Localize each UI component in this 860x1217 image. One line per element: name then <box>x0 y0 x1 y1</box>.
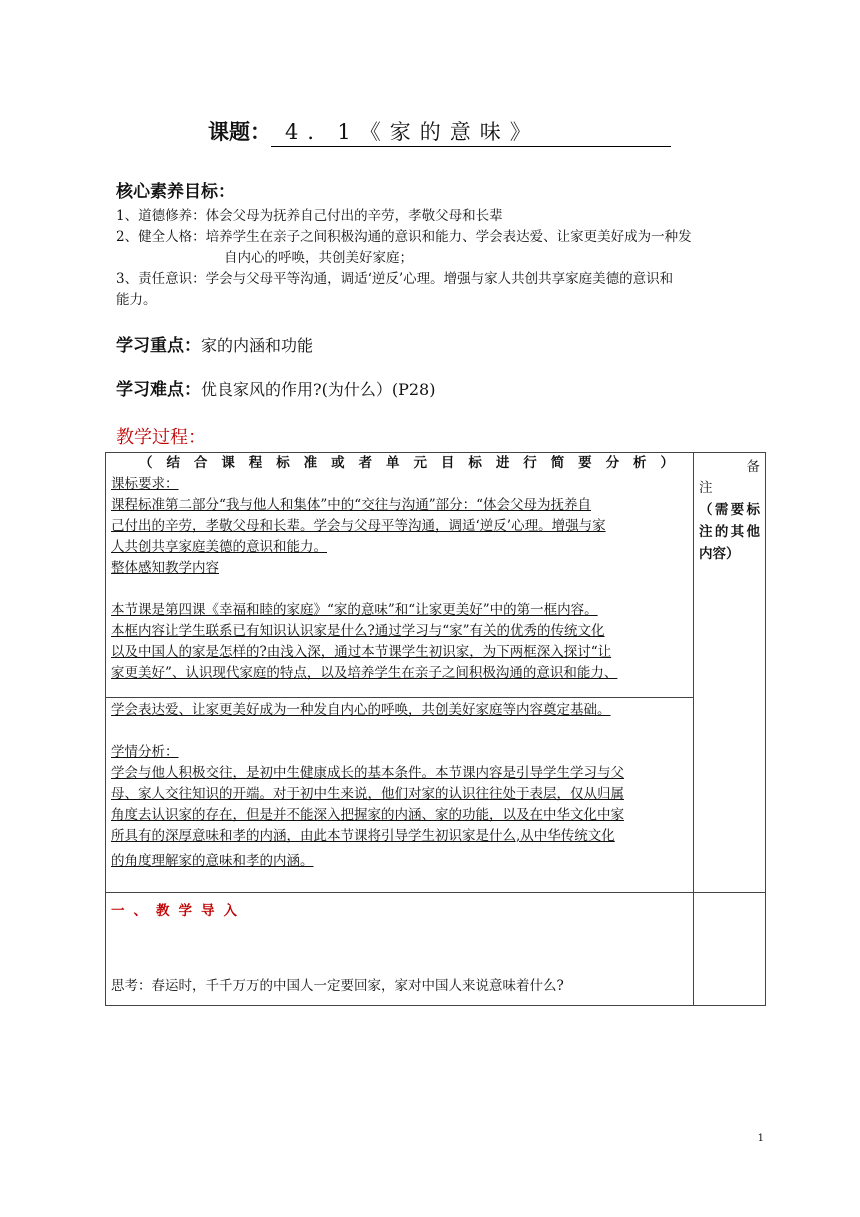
core-goal-item: 能力。 <box>116 292 157 308</box>
side-note-line1: 备 <box>746 459 760 475</box>
analysis-cell <box>106 453 694 698</box>
learner-line: 所具有的深厚意味和孝的内涵，由此本节课将引导学生初识家是什么,从中华传统文化 <box>111 828 615 844</box>
core-goal-item: 3、责任意识：学会与父母平等沟通，调适‘逆反’心理。增强与家人共创共享家庭美德的意识和 <box>116 271 674 287</box>
learning-focus <box>116 331 313 356</box>
side-note-cell <box>694 453 766 893</box>
intro-question: 思考：春运时，千千万万的中国人一定要回家，家对中国人来说意味着什么? <box>111 978 564 994</box>
core-goal-item: 2、健全人格：培养学生在亲子之间积极沟通的意识和能力、学会表达爱、让家更美好成为一种发 <box>116 229 692 245</box>
intro-heading: 一、教学导入 <box>111 903 246 919</box>
overall-line: 本框内容让学生联系已有知识认识家是什么?通过学习与“家”有关的优秀的传统文化 <box>111 623 605 639</box>
learner-cell <box>106 698 694 893</box>
curriculum-line: 己付出的辛劳，孝敬父母和长辈。学会与父母平等沟通，调适‘逆反’心理。增强与家 <box>111 518 606 534</box>
continued-line: 学会表达爱、让家更美好成为一种发自内心的呼唤，共创美好家庭等内容奠定基础。 <box>111 702 611 718</box>
intro-cell <box>106 893 694 1006</box>
process-heading: 教学过程： <box>116 427 206 448</box>
core-goal-item: 1、道德修养：体会父母为抚养自己付出的辛劳，孝敬父母和长辈 <box>116 208 503 224</box>
side-note-detail: （需要标注的其他内容） <box>699 502 760 562</box>
title-label: 课题： <box>208 120 271 144</box>
difficulty-value: 优良家风的作用?(为什么）(P28) <box>201 380 436 399</box>
intro-side-cell <box>694 893 766 1006</box>
curriculum-label: 课标要求： <box>111 476 179 492</box>
learner-line: 的角度理解家的意味和孝的内涵。 <box>111 853 314 869</box>
curriculum-line: 课程标准第二部分“我与他人和集体”中的“交往与沟通”部分：“体会父母为抚养自 <box>111 497 592 513</box>
title-value: 4．1《家的意味》 <box>271 116 671 147</box>
page-number: 1 <box>757 1133 764 1144</box>
overall-line: 本节课是第四课《幸福和睦的家庭》“家的意味”和“让家更美好”中的第一框内容。 <box>111 602 598 618</box>
focus-label: 学习重点： <box>116 336 201 356</box>
core-goals-heading: 核心素养目标： <box>116 182 235 202</box>
teaching-process-table <box>105 452 766 1006</box>
difficulty-label: 学习难点： <box>116 380 201 400</box>
analysis-header: （结合课程标准或者单元目标进行简要分析） <box>139 455 674 471</box>
overall-line: 以及中国人的家是怎样的?由浅入深，通过本节课学生初识家，为下两框深入探讨“让 <box>111 644 612 660</box>
learner-line: 角度去认识家的存在，但是并不能深入把握家的内涵、家的功能，以及在中华文化中家 <box>111 807 624 823</box>
learning-difficulty <box>116 375 435 400</box>
learner-label: 学情分析： <box>111 744 179 760</box>
lesson-title <box>208 116 671 147</box>
overall-line: 家更美好”、认识现代家庭的特点，以及培养学生在亲子之间积极沟通的意识和能力、 <box>111 665 618 681</box>
curriculum-line: 人共创共享家庭美德的意识和能力。 <box>111 539 327 555</box>
learner-line: 学会与他人积极交往，是初中生健康成长的基本条件。本节课内容是引导学生学习与父 <box>111 765 624 781</box>
core-goals-list <box>116 206 766 311</box>
side-note-line2: 注 <box>699 480 713 496</box>
learner-line: 母、家人交往知识的开端。对于初中生来说，他们对家的认识往往处于表层，仅从归属 <box>111 786 624 802</box>
focus-value: 家的内涵和功能 <box>201 336 314 355</box>
overall-label: 整体感知教学内容 <box>111 560 219 576</box>
core-goal-item: 自内心的呼唤，共创美好家庭； <box>224 250 413 266</box>
